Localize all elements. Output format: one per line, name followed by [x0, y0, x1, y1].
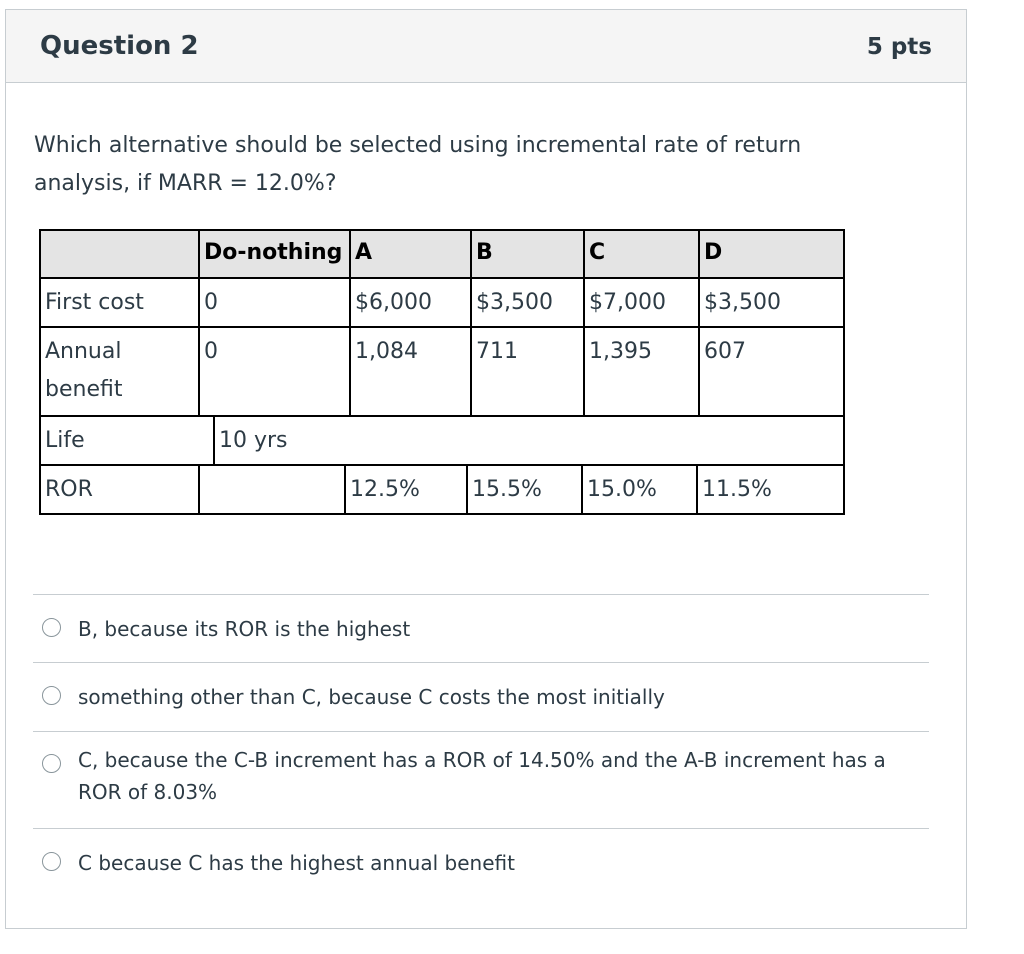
radio-button[interactable] [42, 686, 61, 705]
table-header-do-nothing: Do-nothing [198, 229, 351, 279]
table-row-label-annual-benefit: Annual benefit [39, 326, 200, 417]
table-cell: 607 [698, 326, 845, 417]
table-cell: 0 [198, 326, 351, 417]
answer-label[interactable]: C, because the C-B increment has a ROR of 14.50% and the A-B increment has a ROR of 8.03% [78, 748, 886, 804]
table-header-a: A [349, 229, 472, 279]
table-header-b: B [470, 229, 585, 279]
answer-option-1[interactable] [33, 594, 929, 664]
table-cell: 12.5% [344, 464, 468, 515]
question-title: Question 2 [40, 31, 199, 61]
table-row-label-life: Life [39, 415, 215, 466]
answer-label[interactable]: C because C has the highest annual benefit [78, 851, 515, 875]
table-cell: 1,395 [583, 326, 700, 417]
radio-button[interactable] [42, 852, 61, 871]
answer-option-3[interactable] [33, 731, 929, 829]
question-header [6, 10, 966, 83]
table-row-label-first-cost: First cost [39, 277, 200, 328]
answer-label[interactable]: something other than C, because C costs the most initially [78, 685, 665, 709]
table-row-label-ror: ROR [39, 464, 200, 515]
answer-option-2[interactable] [33, 662, 929, 732]
table-cell: $6,000 [349, 277, 472, 328]
radio-button[interactable] [42, 618, 61, 637]
table-cell: 711 [470, 326, 585, 417]
table-cell-life-value: 10 yrs [213, 415, 845, 466]
table-cell: 1,084 [349, 326, 472, 417]
table-cell: $3,500 [470, 277, 585, 328]
question-points: 5 pts [866, 34, 932, 60]
table-header-d: D [698, 229, 845, 279]
answer-label[interactable]: B, because its ROR is the highest [78, 617, 411, 641]
answer-option-4[interactable] [33, 828, 929, 898]
question-text: Which alternative should be selected using incremental rate of return analysis, if MARR = 12.0%? [34, 133, 802, 196]
table-header-c: C [583, 229, 700, 279]
table-cell: 11.5% [696, 464, 845, 515]
radio-button[interactable] [42, 754, 61, 773]
table-cell: $3,500 [698, 277, 845, 328]
table-cell: 0 [198, 277, 351, 328]
table-cell: 15.0% [581, 464, 698, 515]
table-header-blank [39, 229, 200, 279]
table-cell: 15.5% [466, 464, 583, 515]
table-cell [198, 464, 346, 515]
table-cell: $7,000 [583, 277, 700, 328]
